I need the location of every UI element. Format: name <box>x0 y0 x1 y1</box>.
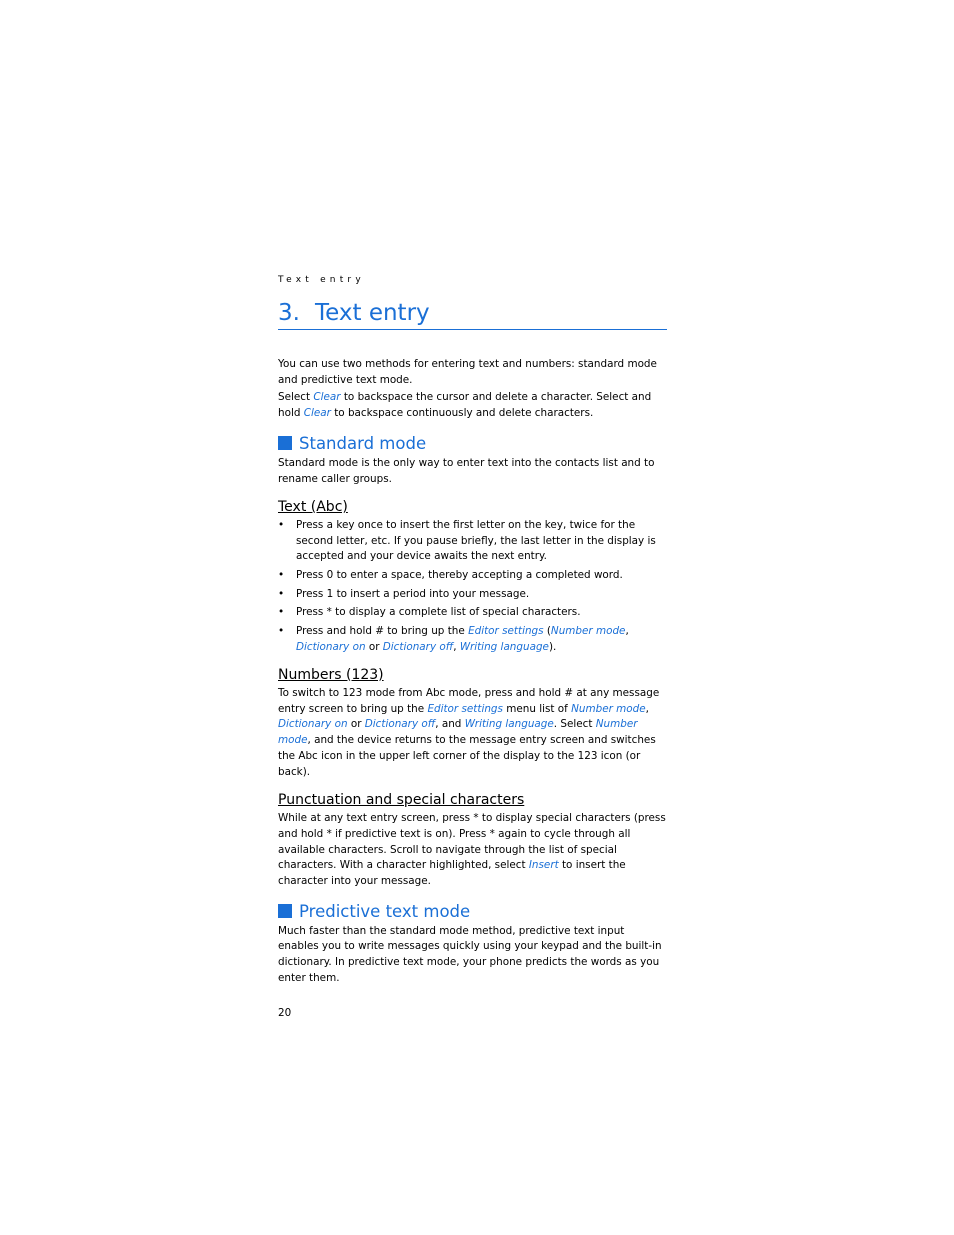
standard-mode-body: Standard mode is the only way to enter text into the contacts list and to rename caller groups. <box>278 456 655 485</box>
clear-paragraph: Select Clear to backspace the cursor and delete a character. Select and hold Clear to backspace continuously and delete characters. <box>278 391 652 420</box>
punctuation-body: While at any text entry screen, press * to display special characters (press and hold * if predictive text is on). Press * again to cycle through all available characters. Scroll to navigate through the list of special characters. With a character highlighted, select Insert to insert the character into your message. <box>278 812 666 888</box>
clear-term: Clear <box>303 407 331 420</box>
list-item: • Press a key once to insert the first letter on the key, twice for the second letter, etc. If you pause briefly, the last letter in the display is accepted and your device awaits the next entry. <box>278 519 656 563</box>
square-bullet-icon <box>278 904 292 918</box>
chapter-title <box>278 298 667 330</box>
editor-settings-term: Editor settings <box>468 625 544 638</box>
list-item: • Press 1 to insert a period into your message. <box>278 587 667 602</box>
running-head: Text entry <box>278 275 365 285</box>
dictionary-on-term: Dictionary on <box>296 640 366 653</box>
intro-paragraph: You can use two methods for entering text and numbers: standard mode and predictive text mode. <box>278 358 657 386</box>
bullet-icon: • <box>278 568 285 581</box>
writing-language-term: Writing language <box>464 718 554 731</box>
text-abc-list <box>278 518 667 655</box>
writing-language-term: Writing language <box>459 640 549 653</box>
page-number: 20 <box>278 1006 292 1019</box>
standard-mode-heading: Standard mode <box>278 434 667 454</box>
number-mode-term: Number mode <box>550 625 626 638</box>
insert-term: Insert <box>528 859 559 872</box>
predictive-body: Much faster than the standard mode method, predictive text input enables you to write messages quickly using your keypad and the built-in dictionary. In predictive text mode, your phone predicts the words as you enter them. <box>278 924 662 984</box>
dictionary-off-term: Dictionary off <box>364 718 436 731</box>
punctuation-heading: Punctuation and special characters <box>278 792 525 809</box>
bullet-icon: • <box>278 519 285 532</box>
square-bullet-icon <box>278 436 292 450</box>
chapter-title-text: Text entry <box>315 300 430 326</box>
editor-settings-term: Editor settings <box>427 702 503 715</box>
list-item: • Press * to display a complete list of special characters. <box>278 605 667 620</box>
dictionary-on-term: Dictionary on <box>278 718 348 731</box>
bullet-icon: • <box>278 625 285 638</box>
numbers-body: To switch to 123 mode from Abc mode, press and hold # at any message entry screen to bring up the Editor settings menu list of Number mode, Dictionary on or Dictionary off, and Writing language. Select Number mode, and the device returns to the message entry screen and switches the Abc icon in the upper left corner of the display to the 123 icon (or back). <box>278 687 660 778</box>
bullet-icon: • <box>278 587 285 600</box>
list-item: • Press 0 to enter a space, thereby accepting a completed word. <box>278 568 667 583</box>
predictive-heading: Predictive text mode <box>278 902 667 922</box>
chapter-number: 3. <box>278 300 300 326</box>
manual-page <box>278 272 667 1021</box>
number-mode-term: Number mode <box>571 702 646 715</box>
number-mode-term: Number mode <box>278 718 638 747</box>
bullet-icon: • <box>278 606 285 619</box>
numbers-heading: Numbers (123) <box>278 667 384 684</box>
text-abc-heading: Text (Abc) <box>278 499 348 516</box>
dictionary-off-term: Dictionary off <box>382 640 454 653</box>
list-item: • Press and hold # to bring up the Editor settings (Number mode, Dictionary on or Dictionary off, Writing language). <box>278 625 629 653</box>
clear-term: Clear <box>313 391 341 404</box>
